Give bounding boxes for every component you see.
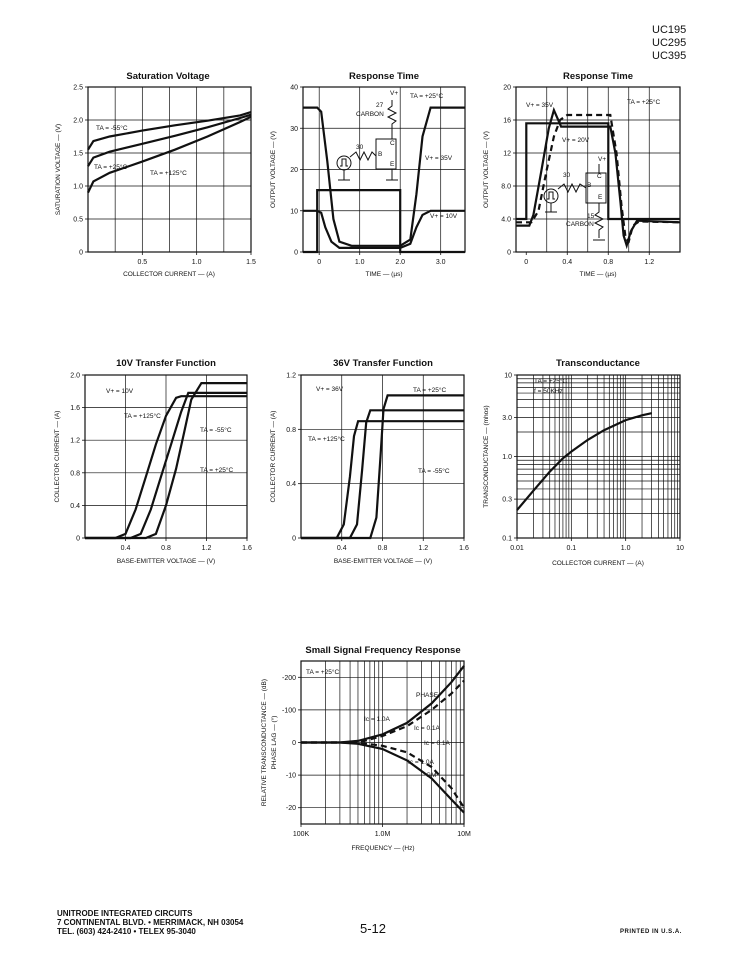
x-axis-label: FREQUENCY — (Hz)	[351, 845, 415, 852]
y-tick-label: 1.0	[73, 183, 83, 191]
chart-grid	[85, 375, 247, 538]
y-tick-label: 20	[503, 84, 511, 92]
chart-title: Response Time	[348, 71, 420, 82]
y-tick-label: 0.4	[286, 481, 296, 489]
chart-grid	[301, 375, 464, 538]
y-tick-label: 1.2	[286, 372, 296, 380]
chart-annotation: Ic = 1.0A	[408, 759, 434, 766]
x-tick-label: 0.4	[562, 259, 573, 266]
y-tick-label: 0.1	[502, 535, 512, 543]
y-tick-label: 2.0	[73, 117, 83, 125]
y-tick-label: 10	[504, 372, 512, 380]
chart-annotation: V+ = 10V	[430, 213, 458, 220]
x-tick-label: 0.8	[603, 259, 614, 266]
chart-annotation: 15	[587, 213, 595, 220]
y-tick-label: 2.0	[70, 372, 80, 380]
y-tick-label: 40	[290, 84, 298, 92]
y-tick-label: 0	[294, 249, 298, 257]
x-tick-label: 0.4	[120, 545, 131, 552]
y-tick-label: 30	[290, 125, 298, 133]
chart-annotation: E	[390, 161, 395, 168]
y-tick-label: 2.5	[73, 84, 83, 92]
x-tick-label: 1.0	[191, 259, 202, 266]
y-tick-label: 0	[79, 249, 83, 257]
emitter-resistor	[595, 203, 603, 238]
chart-annotation: 27	[376, 102, 384, 109]
y-tick-label: 0	[292, 740, 296, 747]
y-tick-label: 12	[503, 150, 511, 158]
x-axis-label: BASE-EMITTER VOLTAGE — (V)	[333, 558, 433, 565]
chart-annotation: CARBON	[356, 111, 384, 118]
x-tick-label: 1.2	[418, 545, 429, 552]
x-tick-label: 0	[317, 259, 322, 266]
x-axis-label: COLLECTOR CURRENT — (A)	[123, 271, 215, 278]
y-tick-label: 16	[503, 117, 511, 125]
y-tick-label: 0.8	[286, 426, 296, 434]
chart-annotation: TA = -55°C	[418, 468, 450, 475]
y-tick-label: 1.0	[502, 454, 512, 461]
x-tick-label: 10	[676, 545, 684, 552]
chart-annotation: V+ = 36V	[316, 386, 344, 393]
chart-annotation: E	[598, 194, 603, 201]
chart-annotation: CARBON	[566, 221, 594, 228]
chart-annotation: Ic = 1.0A	[364, 716, 390, 723]
y-axis-label: TRANSCONDUCTANCE — (mhos)	[483, 405, 490, 508]
x-tick-label: 3.0	[435, 259, 446, 266]
y-tick-label: 3.0	[502, 415, 512, 423]
chart-gm	[483, 358, 684, 567]
pulse-symbol	[340, 159, 348, 166]
chart-annotation: TA = -55°C	[96, 125, 128, 132]
chart-annotation: TA = +25°C	[534, 378, 568, 385]
company-name: UNITRODE INTEGRATED CIRCUITS	[57, 909, 193, 918]
chart-annotation: TA = +125°C	[150, 170, 187, 177]
chart-tf36	[270, 358, 469, 565]
x-tick-label: 0.8	[161, 545, 171, 552]
chart-title: 10V Transfer Function	[116, 358, 216, 369]
y-tick-label: 0.3	[502, 496, 512, 504]
part-number: UC395	[652, 50, 687, 62]
x-tick-label: 1.0M	[374, 831, 391, 838]
x-tick-label: 2.0	[395, 259, 406, 266]
x-tick-label: 0.4	[336, 545, 347, 552]
printed-note: PRINTED IN U.S.A.	[620, 929, 682, 935]
chart-annotation: B	[378, 151, 383, 158]
chart-freq	[261, 645, 471, 852]
y-axis-label: RELATIVE TRANSCONDUCTANCE — (dB)	[261, 678, 268, 807]
chart-annotation: V+ = 35V	[526, 102, 554, 109]
company-footer	[57, 909, 243, 936]
pulse-symbol	[547, 192, 555, 199]
x-tick-label: 100K	[292, 831, 310, 838]
chart-title: Transconductance	[556, 358, 640, 369]
chart-annotation: C	[597, 173, 602, 180]
chart-title: Saturation Voltage	[126, 71, 210, 82]
x-axis-label: BASE-EMITTER VOLTAGE — (V)	[116, 558, 216, 565]
chart-annotation: V+ = 35V	[425, 155, 453, 162]
y-tick-label: 8.0	[501, 183, 511, 191]
y-tick-label: 0.4	[70, 502, 80, 510]
chart-grid	[517, 375, 680, 538]
chart-tf10	[54, 358, 252, 565]
part-number: UC195	[652, 24, 687, 36]
chart-annotation: TA = +25°C	[306, 669, 340, 676]
pulse-source	[337, 156, 351, 170]
chart-title: 36V Transfer Function	[333, 358, 433, 369]
y-tick-label: -200	[281, 674, 296, 682]
company-address: 7 CONTINENTAL BLVD. • MERRIMACK, NH 03054	[57, 918, 244, 927]
pulse-source	[544, 189, 558, 203]
x-tick-label: 1.2	[644, 259, 655, 266]
x-tick-label: 0.1	[566, 545, 577, 552]
y-tick-label: 1.6	[70, 405, 80, 413]
chart-sat	[55, 71, 256, 278]
chart-annotation: TA = +25°C	[200, 467, 234, 474]
page-number: 5-12	[360, 921, 387, 936]
part-number: UC295	[652, 37, 687, 49]
y-tick-label: 0.5	[73, 216, 83, 224]
x-tick-label: 0.8	[377, 545, 388, 552]
chart-title: Small Signal Frequency Response	[305, 645, 461, 656]
chart-annotation: TA = +25°C	[413, 387, 447, 394]
y-tick-label: 0.8	[70, 470, 80, 478]
chart-annotation: 30	[356, 144, 364, 151]
y-tick-label: 0	[76, 535, 80, 543]
y-tick-label: 1.5	[73, 150, 83, 158]
chart-annotation: TA = +125°C	[308, 436, 345, 443]
x-axis-label: TIME — (µs)	[365, 271, 403, 278]
chart-annotation: TA = -55°C	[200, 427, 232, 434]
y-axis-label-secondary: PHASE LAG — (°)	[271, 715, 278, 770]
chart-annotation: GM	[426, 772, 437, 779]
y-axis-label: COLLECTOR CURRENT — (A)	[270, 410, 277, 503]
x-tick-label: 0.01	[510, 545, 524, 552]
x-axis-label: TIME — (µs)	[579, 271, 617, 278]
y-axis-label: OUTPUT VOLTAGE — (V)	[270, 131, 277, 208]
y-tick-label: -100	[281, 707, 296, 715]
chart-annotation: PHASE	[416, 692, 439, 699]
chart-annotation: V+	[390, 90, 399, 97]
chart-title: Response Time	[562, 71, 634, 82]
chart-resp1	[270, 71, 465, 278]
x-axis-label: COLLECTOR CURRENT — (A)	[552, 560, 644, 567]
x-tick-label: 10M	[457, 831, 471, 838]
chart-annotation: TA = +25°C	[94, 164, 128, 171]
base-resistor	[558, 184, 586, 192]
chart-resp2	[483, 71, 680, 278]
y-tick-label: -10	[285, 772, 296, 780]
x-tick-label: 1.5	[246, 259, 256, 266]
y-tick-label: 10	[290, 208, 298, 216]
y-tick-label: 1.2	[70, 437, 80, 445]
chart-annotation: Ic = 0.1A	[424, 740, 450, 747]
y-tick-label: 0	[507, 249, 511, 257]
y-axis-label: SATURATION VOLTAGE — (V)	[55, 123, 62, 216]
chart-annotation: f = 50KHz	[534, 388, 563, 395]
load-resistor	[388, 100, 396, 139]
chart-annotation: V+ = 10V	[106, 388, 134, 395]
x-tick-label: 1.0	[620, 545, 631, 552]
chart-annotation: TA = +125°C	[124, 413, 161, 420]
company-contact: TEL. (603) 424-2410 • TELEX 95-3040	[57, 927, 196, 936]
series-line-gm	[517, 413, 652, 510]
y-tick-label: 4.0	[501, 216, 511, 224]
chart-annotation: V+ = 20V	[562, 137, 590, 144]
chart-annotation: TA = +25°C	[627, 99, 661, 106]
ground-symbol	[386, 169, 398, 180]
chart-annotation: C	[390, 140, 395, 147]
x-tick-label: 0.5	[137, 259, 148, 266]
x-tick-label: 0	[524, 259, 529, 266]
chart-annotation: TA = +25°C	[410, 93, 444, 100]
y-tick-label: 20	[290, 167, 298, 174]
y-tick-label: 0	[292, 535, 296, 543]
chart-annotation: B	[587, 182, 592, 189]
ground-symbol	[338, 170, 350, 180]
chart-annotation: 30	[563, 172, 571, 179]
chart-annotation: Ic = 0.1A	[414, 725, 440, 732]
y-axis-label: OUTPUT VOLTAGE — (V)	[483, 131, 490, 208]
base-resistor	[350, 152, 376, 160]
y-tick-label: -20	[285, 805, 296, 813]
x-tick-label: 1.2	[201, 545, 212, 552]
x-tick-label: 1.6	[242, 545, 252, 552]
chart-annotation: V+	[598, 156, 607, 163]
x-tick-label: 1.6	[459, 545, 469, 552]
y-axis-label: COLLECTOR CURRENT — (A)	[54, 410, 61, 503]
x-tick-label: 1.0	[354, 259, 365, 266]
